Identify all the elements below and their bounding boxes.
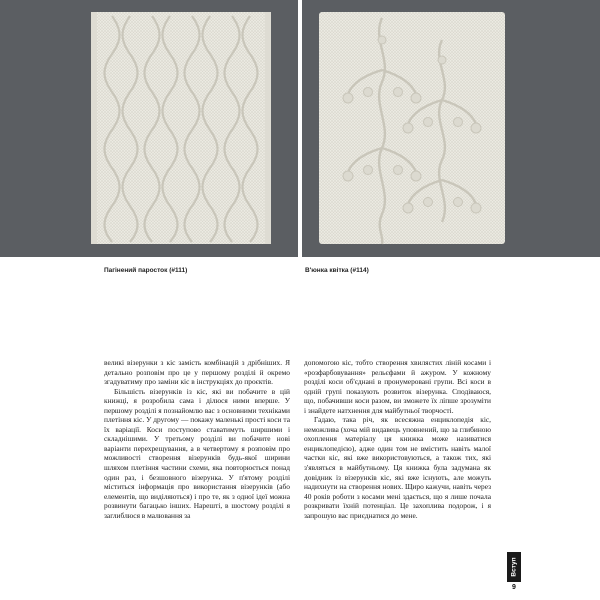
photo-caption-left: Пагінений паросток (#111)	[104, 267, 188, 274]
paragraph: великі візерунки з кіс замість комбінацій з дрібніших. Я детально розповім про це у першому розділі й окремо згадуватиму про заміни кіс в інструкціях до проєктів.	[104, 358, 290, 387]
knit-swatch-vertical-cables	[0, 0, 298, 257]
section-label: Вступ	[510, 557, 518, 577]
swatch-edge-right	[265, 12, 271, 244]
paragraph: допомогою кіс, тобто створення хвилястих ліній косами і «розфарбовування» рельєфами й ажуром. У кожному розділі коси об'єднані в пронумеровані групи. Всі коси в одній групі показують розвиток візерунка. Сподіваюся, що, побачивши коси разом, ви зможете їх ліпше зрозуміти і знайдете натхнення для майбутньої творчості.	[304, 358, 491, 415]
paragraph: Гадаю, така річ, як всесяжна енциклопедія кіс, неможлива (хоча мій видавець уповнений, що за глибиною охоплення матеріалу ця книжка може називатися енциклопедією), адже один том не вмістить навіть малої частки кіс, які вже використовуються, а також тих, які з'являться в майбутньому. Ця книжка була задумана як довідник із візерунків кіс, які вже існують, але можуть надихнути на створення нових. Щиро кажучи, навіть через 40 років роботи з косами мені здається, що я лише почала розкривати їхній потенціал. Це захоплива подорож, і я запрошую вас приєднатися до мене.	[304, 415, 491, 520]
paragraph: Більшість візерунків із кіс, які ви побачите в цій книжці, я розробила сама і ділюся ними вперше. У першому розділі я познайомлю вас з основними техніками плетіння кіс. У другому — покажу маленькі прості коси та їх варіації. Коси поступово ставатимуть ширшими і складнішими. У третьому розділі ви побачите нові варіанти перехрещування, а в четвертому я розповім про можливості створення візерунків будь-якої ширини шляхом плетіння частини схеми, яка повторюється понад один раз, і безшовного візерунка. У п'ятому розділі міститься інформація про використання візерунків (або елементів, що виділяються) і про те, як з одної ідеї можна розвинути багацько інших. Нарешті, в шостому розділі я заглиблюся в малювання за	[104, 386, 290, 520]
photo-twining-flower-swatch	[302, 0, 600, 257]
section-tab	[507, 552, 521, 582]
swatch-edge-left	[91, 12, 97, 244]
text-column-left	[104, 358, 290, 520]
knit-swatch-bobble-flowers	[302, 0, 600, 257]
text-column-right	[304, 358, 491, 520]
photo-sprouting-cable-swatch	[0, 0, 298, 257]
swatch-fabric	[91, 12, 271, 244]
page-number: 9	[512, 584, 516, 591]
photo-caption-right: В'юнка квітка (#114)	[305, 267, 369, 274]
